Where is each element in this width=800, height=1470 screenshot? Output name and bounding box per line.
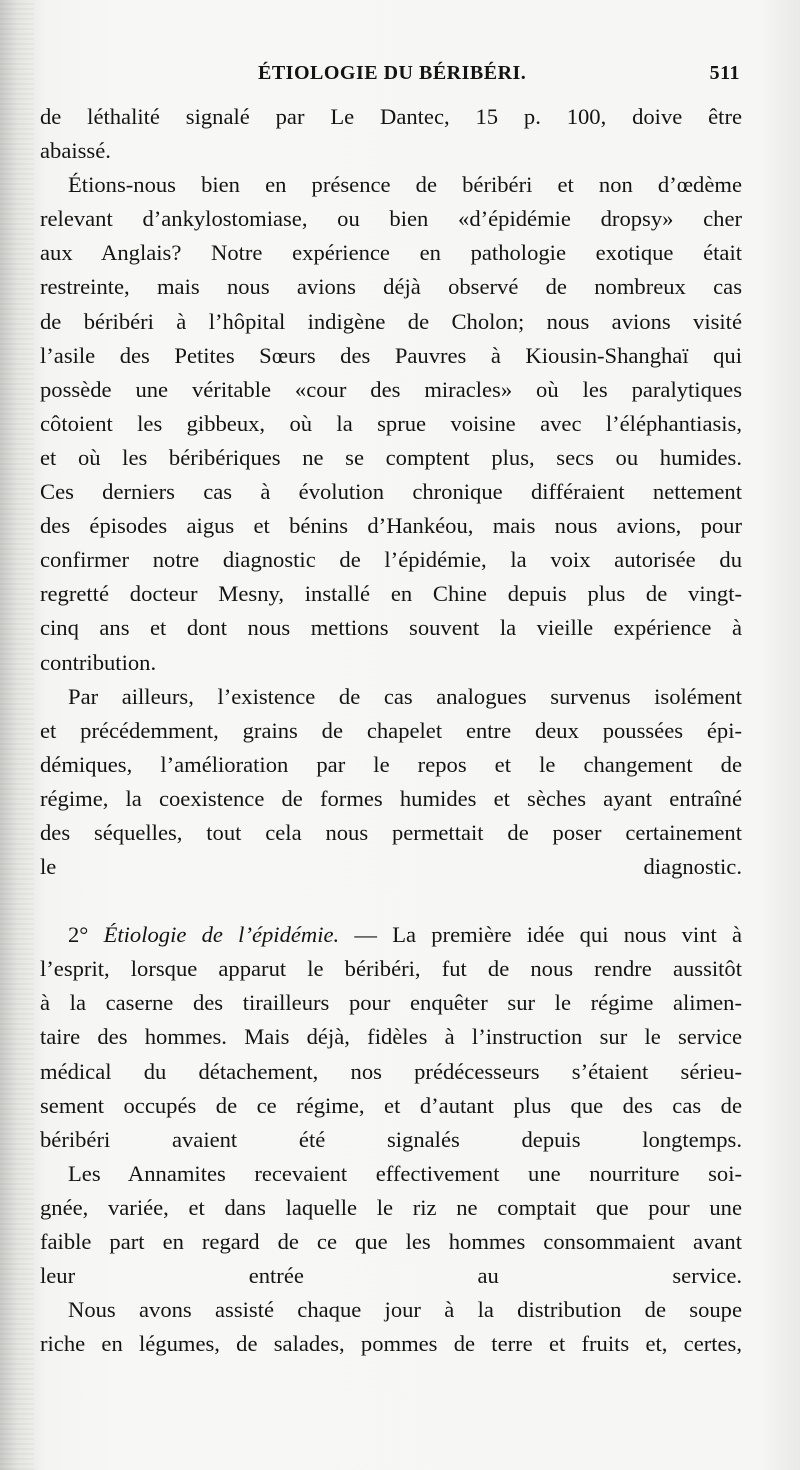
text-line: médical du détachement, nos prédécesseurs s’étaient sérieu- <box>40 1058 742 1084</box>
body-text <box>40 100 742 1361</box>
text-line: confirmer notre diagnostic de l’épidémie, la voix autorisée du <box>40 547 742 573</box>
section-gap <box>40 884 742 918</box>
paragraph <box>40 168 742 679</box>
text-line: sement occupés de ce régime, et d’autant plus que des cas de <box>40 1092 742 1118</box>
text-line-rest: — La première idée qui nous vint à <box>339 922 742 948</box>
paragraph <box>40 100 742 168</box>
paragraph <box>40 680 742 885</box>
text-line: Par ailleurs, l’existence de cas analogues survenus isolément <box>68 683 742 709</box>
running-title: ÉTIOLOGIE DU BÉRIBÉRI. <box>258 62 527 84</box>
text-line: cinq ans et dont nous mettions souvent la vieille expérience à <box>40 615 742 641</box>
text-line: Étions-nous bien en présence de béribéri et non d’œdème <box>68 172 742 198</box>
text-line: abaissé. <box>40 138 111 164</box>
text-line: regretté docteur Mesny, installé en Chine depuis plus de vingt- <box>40 581 742 607</box>
section-title: Étiologie de l’épidémie. <box>103 922 340 948</box>
text-line: régime, la coexistence de formes humides et sèches ayant entraîné <box>40 785 742 811</box>
text-line: leur entrée au service. <box>40 1263 742 1289</box>
section-paragraph <box>40 918 742 1157</box>
binding-gutter-shadow <box>0 0 34 1470</box>
text-line: Les Annamites recevaient effectivement une nourriture soi- <box>68 1160 742 1186</box>
page-number: 511 <box>709 62 740 84</box>
text-line: relevant d’ankylostomiase, ou bien «d’épidémie dropsy» cher <box>40 206 742 232</box>
text-line: gnée, variée, et dans laquelle le riz ne comptait que pour une <box>40 1194 742 1220</box>
text-line: l’esprit, lorsque apparut le béribéri, fut de nous rendre aussitôt <box>40 956 742 982</box>
text-line: restreinte, mais nous avions déjà observé de nombreux cas <box>40 274 742 300</box>
text-line: et où les béribériques ne se comptent plus, secs ou humides. <box>40 444 742 470</box>
text-line: faible part en regard de ce que les hommes consommaient avant <box>40 1229 742 1254</box>
text-line: démiques, l’amélioration par le repos et le changement de <box>40 751 742 777</box>
paragraph <box>40 1293 742 1361</box>
text-line: Ces derniers cas à évolution chronique différaient nettement <box>40 479 742 505</box>
text-line: le diagnostic. <box>40 854 742 880</box>
text-line: taire des hommes. Mais déjà, fidèles à l’instruction sur le service <box>40 1024 742 1050</box>
text-line: riche en légumes, de salades, pommes de terre et fruits et, certes, <box>40 1331 742 1357</box>
text-line: possède une véritable «cour des miracles» où les paralytiques <box>40 376 742 402</box>
paragraph <box>40 1157 742 1293</box>
text-line: et précédemment, grains de chapelet entre deux poussées épi- <box>40 717 742 743</box>
text-line: l’asile des Petites Sœurs des Pauvres à Kiousin-Shanghaï qui <box>40 342 742 368</box>
text-line <box>40 918 742 952</box>
text-line: aux Anglais? Notre expérience en pathologie exotique était <box>40 240 742 266</box>
text-line: des séquelles, tout cela nous permettait de poser certainement <box>40 819 742 845</box>
text-line: de léthalité signalé par Le Dantec, 15 p. 100, doive être <box>40 104 742 129</box>
text-line: béribéri avaient été signalés depuis longtemps. <box>40 1126 742 1152</box>
text-line: contribution. <box>40 649 157 675</box>
text-line: des épisodes aigus et bénins d’Hankéou, mais nous avions, pour <box>40 513 742 539</box>
text-line: de béribéri à l’hôpital indigène de Cholon; nous avions visité <box>40 308 742 334</box>
section-number: 2° <box>68 922 89 948</box>
running-header <box>40 58 740 90</box>
text-line: côtoient les gibbeux, où la sprue voisine avec l’éléphantiasis, <box>40 410 742 436</box>
text-line: à la caserne des tirailleurs pour enquêter sur le régime alimen- <box>40 990 742 1016</box>
text-line: Nous avons assisté chaque jour à la distribution de soupe <box>68 1297 742 1323</box>
